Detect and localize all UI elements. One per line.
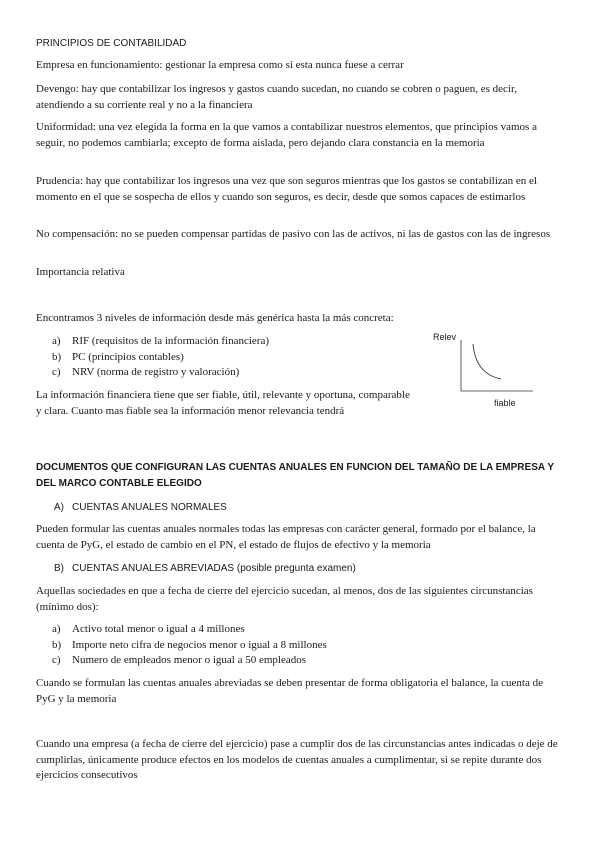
list-marker: a) (52, 623, 61, 635)
principle-no-compensacion: No compensación: no se pueden compensar partidas de pasivo con las de activos, ni las de gastos con las de ingresos (36, 228, 551, 240)
section-marker: A) (54, 502, 64, 513)
list-item (52, 653, 432, 669)
info-quality-text: La información financiera tiene que ser fiable, útil, relevante y oportuna, comparable y clara. Cuanto mas fiable sea la información menor relevancia tendrá (36, 389, 410, 417)
levels-list (52, 334, 432, 381)
documents-heading: DOCUMENTOS QUE CONFIGURAN LAS CUENTAS ANUALES EN FUNCION DEL TAMAÑO DE LA EMPRESA Y DEL MARCO CONTABLE ELEGIDO (36, 462, 554, 489)
graph-x-label: fiable (494, 398, 516, 408)
graph-y-label: Relev (433, 332, 457, 342)
principle-uniformidad: Uniformidad: una vez elegida la forma en la que vamos a contabilizar nuestros elementos, que principios vamos a seguir, no podemos cambiarla; excepto de forma aislada, pero dejando clara constancia en la memoria (36, 121, 537, 149)
section-a-text: Pueden formular las cuentas anuales normales todas las empresas con carácter general, formado por el balance, la cuenta de PyG, el estado de cambio en el PN, el estado de flujos de efectivo y la memoria (36, 523, 536, 551)
list-item (52, 334, 432, 350)
list-marker: c) (52, 654, 61, 666)
list-item-text: NRV (norma de registro y valoración) (72, 366, 240, 378)
list-item (52, 365, 432, 381)
closing-text: Cuando una empresa (a fecha de cierre del ejercicio) pase a cumplir dos de las circunstancias antes indicadas o deje de cumplirlas, únicamente produce efectos en los modelos de cuentas anuales a cumplimentar, si se repite durante dos ejercicios consecutivos (36, 738, 558, 781)
list-item-text: Activo total menor o igual a 4 millones (72, 623, 245, 635)
list-marker: b) (52, 638, 62, 651)
principle-prudencia: Prudencia: hay que contabilizar los ingresos una vez que son seguros mientras que los gastos se contabilizan en el momento en el que se sospecha de ellos y cuando son seguros, es decir, desde que somos capaces de estimarlos (36, 175, 537, 203)
page-title: PRINCIPIOS DE CONTABILIDAD (36, 38, 187, 49)
relevance-reliability-graph (428, 328, 538, 410)
list-item-text: Importe neto cifra de negocios menor o igual a 8 millones (72, 638, 327, 651)
levels-intro: Encontramos 3 niveles de información desde más genérica hasta la más concreta: (36, 312, 394, 324)
list-item (52, 622, 432, 638)
section-title: CUENTAS ANUALES NORMALES (72, 502, 227, 513)
list-item (52, 350, 432, 366)
list-item-text: PC (principios contables) (72, 350, 184, 363)
conditions-list (52, 622, 432, 669)
list-marker: c) (52, 366, 61, 378)
principle-devengo: Devengo: hay que contabilizar los ingresos y gastos cuando sucedan, no cuando se cobren o paguen, es decir, atendiendo a su corriente real y no a la financiera (36, 83, 517, 111)
section-b-heading (54, 561, 554, 577)
list-item-text: Numero de empleados menor o igual a 50 empleados (72, 654, 306, 666)
list-marker: b) (52, 350, 62, 363)
section-title: CUENTAS ANUALES ABREVIADAS (posible pregunta examen) (72, 563, 356, 574)
abbreviated-docs-text: Cuando se formulan las cuentas anuales abreviadas se deben presentar de forma obligatoria el balance, la cuenta de PyG y la memoria (36, 677, 544, 705)
principle-importancia-relativa: Importancia relativa (36, 266, 125, 278)
list-marker: a) (52, 335, 61, 347)
section-marker: B) (54, 563, 64, 574)
principle-empresa-funcionamiento: Empresa en funcionamiento: gestionar la empresa como si esta nunca fuese a cerrar (36, 59, 404, 71)
list-item (52, 638, 432, 654)
section-b-text: Aquellas sociedades en que a fecha de cierre del ejercicio sucedan, al menos, dos de las siguientes circunstancias (mínimo dos): (36, 585, 533, 613)
list-item-text: RIF (requisitos de la información financiera) (72, 335, 270, 347)
section-a-heading (54, 500, 554, 516)
graph-curve (473, 344, 501, 379)
